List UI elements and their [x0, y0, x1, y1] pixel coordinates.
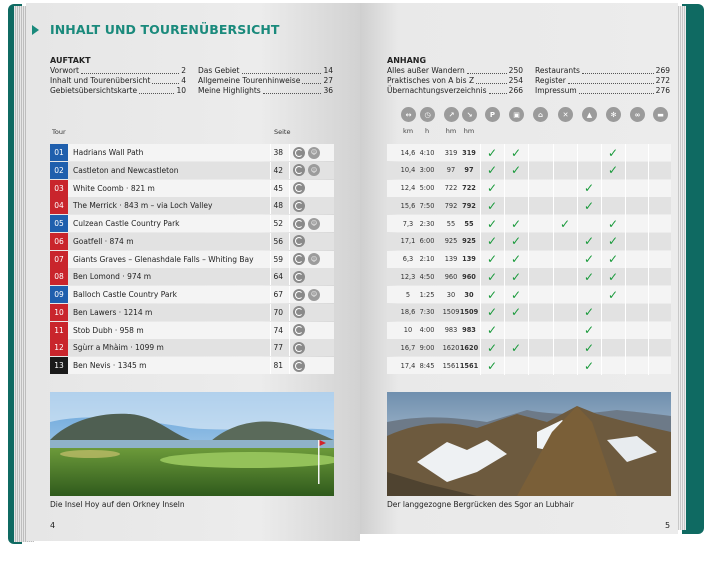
tour-stats-row: [387, 215, 671, 232]
check-icon: ✓: [583, 358, 595, 373]
unit-label: hm: [445, 127, 457, 135]
stat-h: 8:45: [419, 361, 435, 370]
tour-row[interactable]: [50, 286, 334, 303]
tour-row[interactable]: [50, 215, 334, 232]
column-divider: [648, 144, 649, 375]
cable-car-icon: ⌂: [533, 107, 548, 122]
tour-name: Ben Lomond · 974 m: [73, 272, 152, 282]
difficulty-icon: [293, 235, 305, 247]
descent-icon: ↘: [462, 107, 477, 122]
check-icon: ✓: [510, 287, 522, 302]
stat-down: 1620: [459, 343, 479, 352]
stat-h: 7:30: [419, 308, 435, 317]
accommodation-icon: ▬: [653, 107, 668, 122]
check-icon: ✓: [510, 216, 522, 231]
winter-icon: ✻: [606, 107, 621, 122]
time-icon: ◷: [420, 107, 435, 122]
tour-stats-row: [387, 251, 671, 268]
check-icon: ✓: [607, 216, 619, 231]
tour-name: The Merrick · 843 m – via Loch Valley: [73, 201, 213, 211]
caption-right: Der langgezogne Bergrücken des Sgor an Lubhair: [387, 500, 574, 509]
check-icon: ✓: [607, 269, 619, 284]
tour-name: Castleton and Newcastleton: [73, 165, 179, 175]
check-icon: ✓: [486, 198, 498, 213]
difficulty-icon: [293, 218, 305, 230]
tour-number: 10: [50, 304, 68, 321]
tour-page: 42: [273, 165, 283, 175]
stat-h: 6:00: [419, 237, 435, 246]
tour-stats-row: [387, 197, 671, 214]
check-icon: ✓: [486, 145, 498, 160]
tour-number: 11: [50, 322, 68, 339]
check-icon: ✓: [486, 287, 498, 302]
difficulty-icon: [293, 360, 305, 372]
toc-entry[interactable]: Alles außer Wandern 250: [387, 66, 523, 75]
tour-stats-row: [387, 233, 671, 250]
tour-row[interactable]: [50, 180, 334, 197]
tour-stats-row: [387, 268, 671, 285]
stat-down: 925: [462, 237, 476, 246]
stat-up: 30: [446, 290, 456, 299]
bus-icon: ▣: [509, 107, 524, 122]
stat-up: 960: [444, 272, 458, 281]
tour-number: 01: [50, 144, 68, 161]
check-icon: ✓: [607, 252, 619, 266]
tour-number: 06: [50, 233, 68, 250]
tour-page: 64: [273, 272, 283, 282]
toc-entry[interactable]: Meine Highlights 36: [198, 86, 333, 95]
toc-entry[interactable]: Übernachtungsverzeichnis 266: [387, 86, 523, 95]
stat-km: 18,6: [400, 308, 416, 317]
stat-h: 3:00: [419, 166, 435, 175]
tour-stats-row: [387, 180, 671, 197]
stat-km: 15,6: [400, 201, 416, 210]
toc-entry[interactable]: Inhalt und Tourenübersicht 4: [50, 76, 186, 85]
stat-km: 12,4: [400, 184, 416, 192]
tour-name: Stob Dubh · 958 m: [73, 325, 144, 335]
check-icon: ✓: [486, 358, 498, 373]
family-icon: ☺: [308, 289, 320, 301]
tour-name: Sgùrr a Mhàim · 1099 m: [73, 343, 164, 353]
check-icon: ✓: [486, 163, 498, 178]
column-divider: [553, 144, 554, 375]
tour-row[interactable]: [50, 251, 334, 268]
stat-h: 4:10: [419, 148, 435, 157]
tour-page: 56: [273, 236, 283, 246]
difficulty-icon: [293, 289, 305, 301]
column-divider: [528, 144, 529, 375]
tour-number: 12: [50, 339, 68, 356]
check-icon: ✓: [583, 323, 595, 337]
toc-entry[interactable]: Impressum 276: [535, 86, 670, 95]
stat-km: 6,3: [402, 255, 414, 263]
tour-row[interactable]: [50, 197, 334, 214]
stat-up: 97: [446, 166, 456, 175]
stat-down: 1561: [459, 361, 479, 370]
tour-row[interactable]: [50, 162, 334, 179]
ascent-icon: ↗: [444, 107, 459, 122]
check-icon: ✓: [559, 216, 571, 231]
tour-row[interactable]: [50, 268, 334, 285]
difficulty-icon: [293, 253, 305, 265]
difficulty-icon: [293, 200, 305, 212]
check-icon: ✓: [607, 163, 619, 178]
column-divider: [577, 144, 578, 375]
page-column-header: Seite: [274, 128, 291, 136]
check-icon: ✓: [583, 234, 595, 249]
stat-down: 960: [462, 272, 476, 281]
check-icon: ✓: [510, 234, 522, 249]
check-icon: ✓: [486, 252, 498, 266]
tour-number: 08: [50, 268, 68, 285]
check-icon: ✓: [486, 216, 498, 231]
toc-entry[interactable]: Gebietsübersichtskarte 10: [50, 86, 186, 95]
stat-km: 16,7: [400, 343, 416, 352]
stat-down: 97: [464, 166, 474, 175]
tour-stats-row: [387, 162, 671, 179]
tour-name: Ben Nevis · 1345 m: [73, 361, 147, 370]
check-icon: ✓: [607, 287, 619, 302]
tour-name: Ben Lawers · 1214 m: [73, 307, 153, 317]
family-icon: ☺: [308, 218, 320, 230]
stat-down: 792: [462, 201, 476, 210]
check-icon: ✓: [486, 181, 498, 195]
stat-up: 319: [444, 148, 458, 157]
check-icon: ✓: [583, 198, 595, 213]
stat-down: 1509: [459, 308, 479, 317]
tour-row[interactable]: [50, 339, 334, 356]
caption-left: Die Insel Hoy auf den Orkney Inseln: [50, 500, 185, 509]
toc-entry[interactable]: Restaurants 269: [535, 66, 670, 75]
check-icon: ✓: [486, 269, 498, 284]
difficulty-icon: [293, 147, 305, 159]
tour-page: 70: [273, 307, 283, 317]
photo-hoy-orkney: [50, 392, 334, 496]
bike-icon: ∞: [630, 107, 645, 122]
difficulty-icon: [293, 182, 305, 194]
difficulty-icon: [293, 164, 305, 176]
stat-up: 792: [444, 201, 458, 210]
tour-number: 04: [50, 197, 68, 214]
check-icon: ✓: [486, 305, 498, 320]
tour-page: 52: [273, 219, 283, 228]
summit-icon: ▲: [582, 107, 597, 122]
stat-up: 925: [444, 237, 458, 246]
tour-page: 48: [273, 201, 283, 211]
stat-up: 1561: [442, 361, 460, 370]
page-number-right: 5: [665, 521, 671, 530]
tour-row[interactable]: [50, 357, 334, 374]
tour-name: Hadrians Wall Path: [73, 148, 144, 157]
tour-stats-row: [387, 339, 671, 356]
stat-h: 4:00: [419, 326, 435, 334]
toc-entry[interactable]: Vorwort 2: [50, 66, 186, 75]
difficulty-icon: [293, 271, 305, 283]
stat-km: 5: [405, 290, 411, 299]
stat-km: 7,3: [402, 219, 414, 228]
stat-h: 2:10: [419, 255, 435, 263]
stat-down: 30: [464, 290, 474, 299]
check-icon: ✓: [583, 305, 595, 320]
tour-page: 45: [273, 183, 283, 193]
anhang-heading: ANHANG: [387, 56, 427, 65]
stat-km: 10,4: [400, 166, 416, 175]
check-icon: ✓: [486, 234, 498, 249]
distance-icon: ↔: [401, 107, 416, 122]
stat-up: 55: [446, 219, 456, 228]
stat-down: 319: [462, 148, 476, 157]
check-icon: ✓: [607, 145, 619, 160]
tour-page: 77: [273, 343, 283, 353]
difficulty-icon: [293, 342, 305, 354]
tour-name: Giants Graves – Glenashdale Falls – Whiting Bay: [73, 254, 254, 264]
stat-h: 4:50: [419, 272, 435, 281]
tour-name: Goatfell · 874 m: [73, 236, 134, 246]
tour-name: Culzean Castle Country Park: [73, 219, 180, 228]
restaurant-icon: ✕: [558, 107, 573, 122]
unit-label: hm: [463, 127, 475, 135]
stat-km: 12,3: [400, 272, 416, 281]
check-icon: ✓: [510, 252, 522, 266]
check-icon: ✓: [510, 340, 522, 355]
tour-stats-row: [387, 304, 671, 321]
photo-sgor-an-lubhair: [387, 392, 671, 496]
check-icon: ✓: [510, 269, 522, 284]
stat-h: 7:50: [419, 201, 435, 210]
stat-down: 983: [462, 326, 476, 334]
column-divider: [601, 144, 602, 375]
difficulty-icon: [293, 324, 305, 336]
stat-up: 1509: [442, 308, 460, 317]
tour-page: 67: [273, 290, 283, 299]
stat-up: 983: [444, 326, 458, 334]
tour-page: 38: [273, 148, 283, 157]
tour-row[interactable]: [50, 233, 334, 250]
tour-page: 59: [273, 254, 283, 264]
tour-stats-row: [387, 286, 671, 303]
check-icon: ✓: [486, 340, 498, 355]
check-icon: ✓: [583, 252, 595, 266]
tour-stats-row: [387, 322, 671, 339]
stat-up: 722: [444, 184, 458, 192]
check-icon: ✓: [510, 305, 522, 320]
tour-number: 07: [50, 251, 68, 268]
stat-h: 2:30: [419, 219, 435, 228]
title-arrow-icon: [32, 25, 39, 35]
auftakt-heading: AUFTAKT: [50, 56, 91, 65]
stat-km: 10: [403, 326, 413, 334]
tour-name: White Coomb · 821 m: [73, 183, 155, 193]
tour-row[interactable]: [50, 144, 334, 161]
toc-entry[interactable]: Register 272: [535, 76, 670, 85]
stat-up: 139: [444, 255, 458, 263]
stat-km: 14,6: [400, 148, 416, 157]
family-icon: ☺: [308, 253, 320, 265]
page-number-left: 4: [50, 521, 56, 530]
tour-row[interactable]: [50, 322, 334, 339]
tour-page: 74: [273, 325, 283, 335]
column-divider: [504, 144, 505, 375]
difficulty-icon: [293, 306, 305, 318]
column-divider: [625, 144, 626, 375]
check-icon: ✓: [486, 323, 498, 337]
stat-down: 55: [464, 219, 474, 228]
check-icon: ✓: [583, 340, 595, 355]
unit-label: h: [424, 127, 430, 135]
toc-entry[interactable]: Allgemeine Tourenhinweise 27: [198, 76, 333, 85]
toc-entry[interactable]: Das Gebiet 14: [198, 66, 333, 75]
tour-number: 02: [50, 162, 68, 179]
stat-h: 5:00: [419, 184, 435, 192]
tour-page: 81: [273, 361, 283, 370]
family-icon: ☺: [308, 164, 320, 176]
check-icon: ✓: [510, 145, 522, 160]
tour-name: Balloch Castle Country Park: [73, 290, 177, 299]
stat-h: 1:25: [419, 290, 435, 299]
tour-row[interactable]: [50, 304, 334, 321]
tour-number: 03: [50, 180, 68, 197]
check-icon: ✓: [510, 163, 522, 178]
tour-number: 05: [50, 215, 68, 232]
unit-label: km: [402, 127, 414, 135]
stat-down: 139: [462, 255, 476, 263]
stat-h: 9:00: [419, 343, 435, 352]
tour-number: 09: [50, 286, 68, 303]
page-title: INHALT UND TOURENÜBERSICHT: [50, 22, 280, 37]
parking-icon: P: [485, 107, 500, 122]
family-icon: ☺: [308, 147, 320, 159]
check-icon: ✓: [583, 269, 595, 284]
stat-km: 17,4: [400, 361, 416, 370]
toc-entry[interactable]: Praktisches von A bis Z 254: [387, 76, 523, 85]
check-icon: ✓: [583, 181, 595, 195]
tour-column-header: Tour: [52, 128, 66, 136]
stat-up: 1620: [442, 343, 460, 352]
tour-stats-row: [387, 144, 671, 161]
stat-down: 722: [462, 184, 476, 192]
tour-number: 13: [50, 357, 68, 374]
column-divider: [480, 144, 481, 375]
tour-stats-row: [387, 357, 671, 374]
check-icon: ✓: [607, 234, 619, 249]
stat-km: 17,1: [400, 237, 416, 246]
